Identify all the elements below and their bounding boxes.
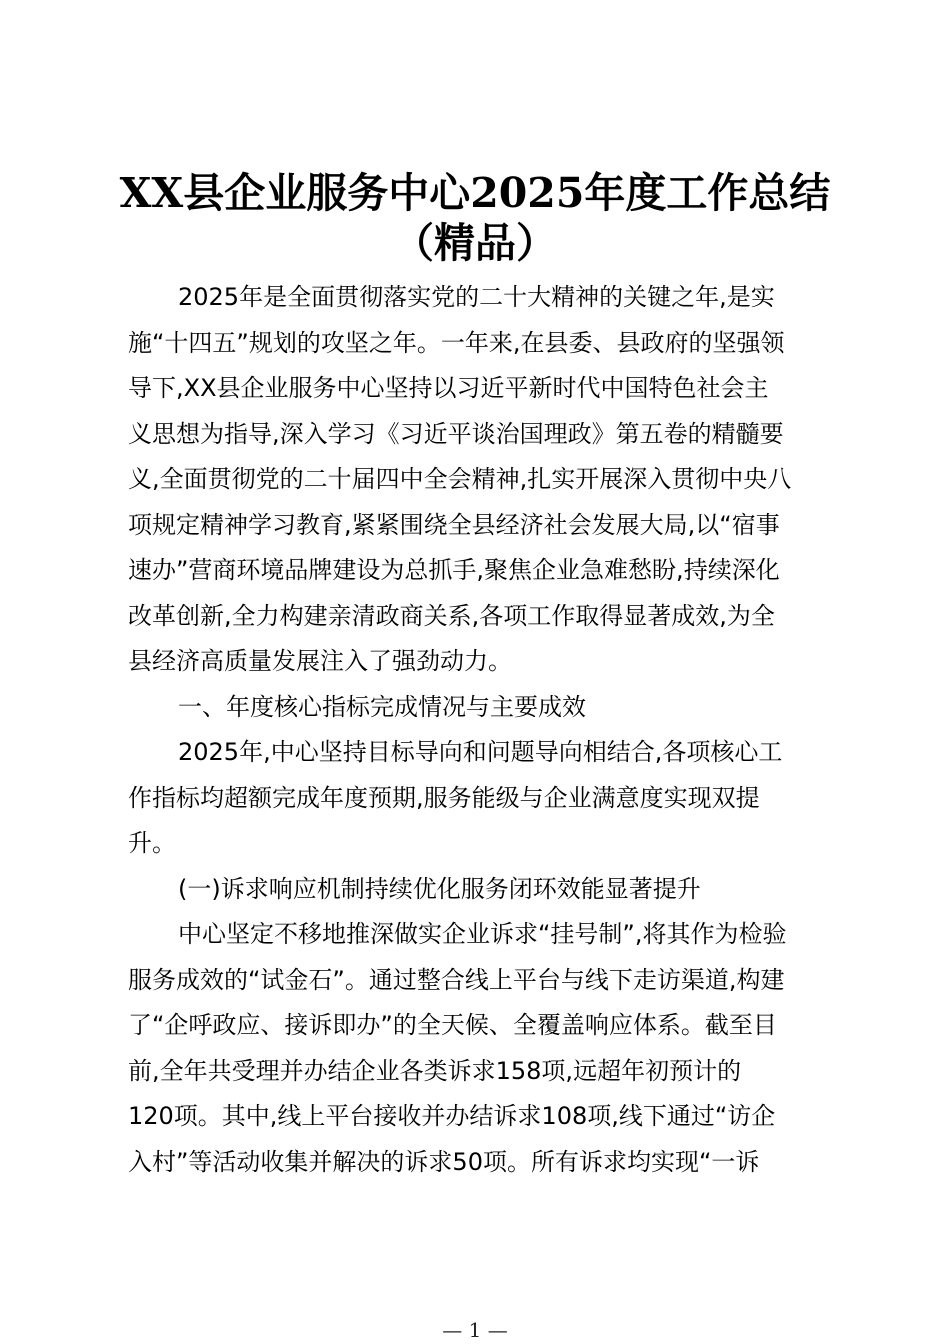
text-line: 了“企呼政应、接诉即办”的全天候、全覆盖响应体系。截至目	[128, 1011, 777, 1039]
page-number: — 1 —	[442, 1318, 508, 1342]
paragraph-section-summary	[128, 730, 838, 867]
document-title: XX县企业服务中心2025年度工作总结	[119, 169, 831, 217]
text-line: 升。	[128, 829, 176, 857]
text-line: (一)诉求响应机制持续优化服务闭环效能显著提升	[178, 874, 701, 903]
text-line: 速办”营商环境品牌建设为总抓手,聚焦企业急难愁盼,持续深化	[128, 556, 780, 584]
text-line: 2025年是全面贯彻落实党的二十大精神的关键之年,是实	[178, 283, 775, 311]
document-body	[128, 275, 838, 1185]
text-line: 服务成效的“试金石”。通过整合线上平台与线下走访渠道,构建	[128, 965, 785, 994]
text-line: 施“十四五”规划的攻坚之年。一年来,在县委、县政府的坚强领	[128, 328, 785, 357]
text-line: 县经济高质量发展注入了强劲动力。	[128, 647, 512, 675]
text-line: 一、年度核心指标完成情况与主要成效	[178, 692, 586, 721]
paragraph-appeals	[128, 912, 838, 1185]
text-line: 作指标均超额完成年度预期,服务能级与企业满意度实现双提	[128, 783, 760, 812]
text-line: 前,全年共受理并办结企业各类诉求158项,远超年初预计的	[128, 1056, 742, 1085]
text-line: 2025年,中心坚持目标导向和问题导向相结合,各项核心工	[178, 738, 783, 766]
text-line: 义思想为指导,深入学习《习近平谈治国理政》第五卷的精髓要	[128, 419, 784, 448]
text-line: 中心坚定不移地推深做实企业诉求“挂号制”,将其作为检验	[178, 920, 787, 948]
text-line: 项规定精神学习教育,紧紧围绕全县经济社会发展大局,以“宿事	[128, 510, 780, 539]
paragraph-intro	[128, 275, 838, 685]
section-heading	[128, 685, 838, 731]
text-line: 改革创新,全力构建亲清政商关系,各项工作取得显著成效,为全	[128, 601, 775, 630]
text-line: 入村”等活动收集并解决的诉求50项。所有诉求均实现“一诉	[128, 1147, 760, 1176]
text-line: 导下,XX县企业服务中心坚持以习近平新时代中国特色社会主	[128, 374, 769, 402]
subsection-heading	[128, 867, 838, 913]
text-line: 120项。其中,线上平台接收并办结诉求108项,线下通过“访企	[128, 1102, 776, 1130]
document-title-suffix: （精品）	[393, 219, 557, 267]
text-line: 义,全面贯彻党的二十届四中全会精神,扎实开展深入贯彻中央八	[128, 465, 792, 493]
